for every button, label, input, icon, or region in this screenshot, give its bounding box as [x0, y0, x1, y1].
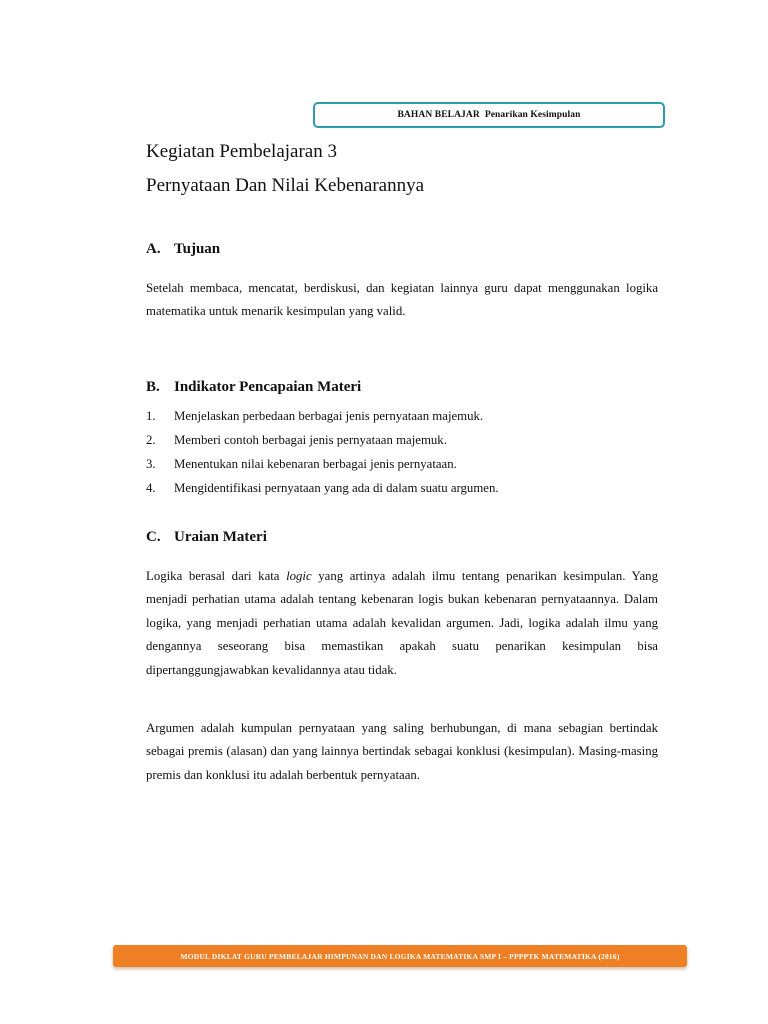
header-box: [313, 102, 665, 128]
page-subtitle: Pernyataan Dan Nilai Kebenarannya: [146, 175, 425, 196]
p1-text-before: Logika berasal dari kata: [146, 569, 287, 583]
p1-italic-term: logic: [286, 569, 312, 583]
header-topic: Penarikan Kesimpulan: [484, 110, 581, 120]
section-a-heading: [146, 241, 220, 258]
list-item-number: 3.: [146, 457, 156, 471]
list-item: [146, 406, 499, 430]
section-a-title: Tujuan: [174, 241, 221, 257]
list-item-number: 2.: [146, 433, 156, 447]
list-item-text: Menentukan nilai kebenaran berbagai jenis pernyataan.: [174, 457, 457, 471]
list-item: [146, 454, 499, 478]
footer-text: MODUL DIKLAT GURU PEMBELAJAR HIMPUNAN DAN LOGIKA MATEMATIKA SMP I – PPPPTK MATEMATIKA (2016): [180, 951, 620, 961]
section-c-paragraph-1: [146, 565, 658, 682]
section-b-letter: B.: [146, 379, 160, 395]
section-a-text: Setelah membaca, mencatat, berdiskusi, dan kegiatan lainnya guru dapat menggunakan logika matematika untuk menarik kesimpulan yang valid.: [146, 281, 658, 319]
header-label: BAHAN BELAJAR: [397, 110, 480, 120]
footer-bar: [113, 945, 687, 967]
section-c-heading: [146, 529, 267, 546]
indicator-list: [146, 406, 499, 502]
section-c-title: Uraian Materi: [174, 529, 267, 545]
p1-text-after: yang artinya adalah ilmu tentang penarikan kesimpulan. Yang menjadi perhatian utama adalah tentang kebenaran logis bukan kebenaran pernyataannya. Dalam logika, yang menjadi perhatian utama adalah kevalidan argumen. Jadi, logika adalah ilmu yang dengannya seseorang bisa memastikan apakah suatu penarikan kesimpulan bisa dipertanggungjawabkan kevalidannya atau tidak.: [146, 569, 658, 677]
list-item-text: Menjelaskan perbedaan berbagai jenis pernyataan majemuk.: [174, 409, 484, 423]
section-c-paragraph-2: Argumen adalah kumpulan pernyataan yang saling berhubungan, di mana sebagian bertindak sebagai premis (alasan) dan yang lainnya bertindak sebagai konklusi (kesimpulan). Masing-masing premis dan konklusi itu adalah berbentuk pernyataan.: [146, 721, 658, 782]
list-item: [146, 430, 499, 454]
list-item-number: 4.: [146, 481, 156, 495]
section-a-letter: A.: [146, 241, 161, 257]
list-item-number: 1.: [146, 409, 156, 423]
list-item-text: Mengidentifikasi pernyataan yang ada di dalam suatu argumen.: [174, 481, 499, 495]
section-b-title: Indikator Pencapaian Materi: [174, 379, 362, 395]
list-item: [146, 478, 499, 502]
page-title: Kegiatan Pembelajaran 3: [146, 141, 337, 162]
section-b-heading: [146, 379, 361, 396]
list-item-text: Memberi contoh berbagai jenis pernyataan majemuk.: [174, 433, 447, 447]
section-c-letter: C.: [146, 529, 161, 545]
